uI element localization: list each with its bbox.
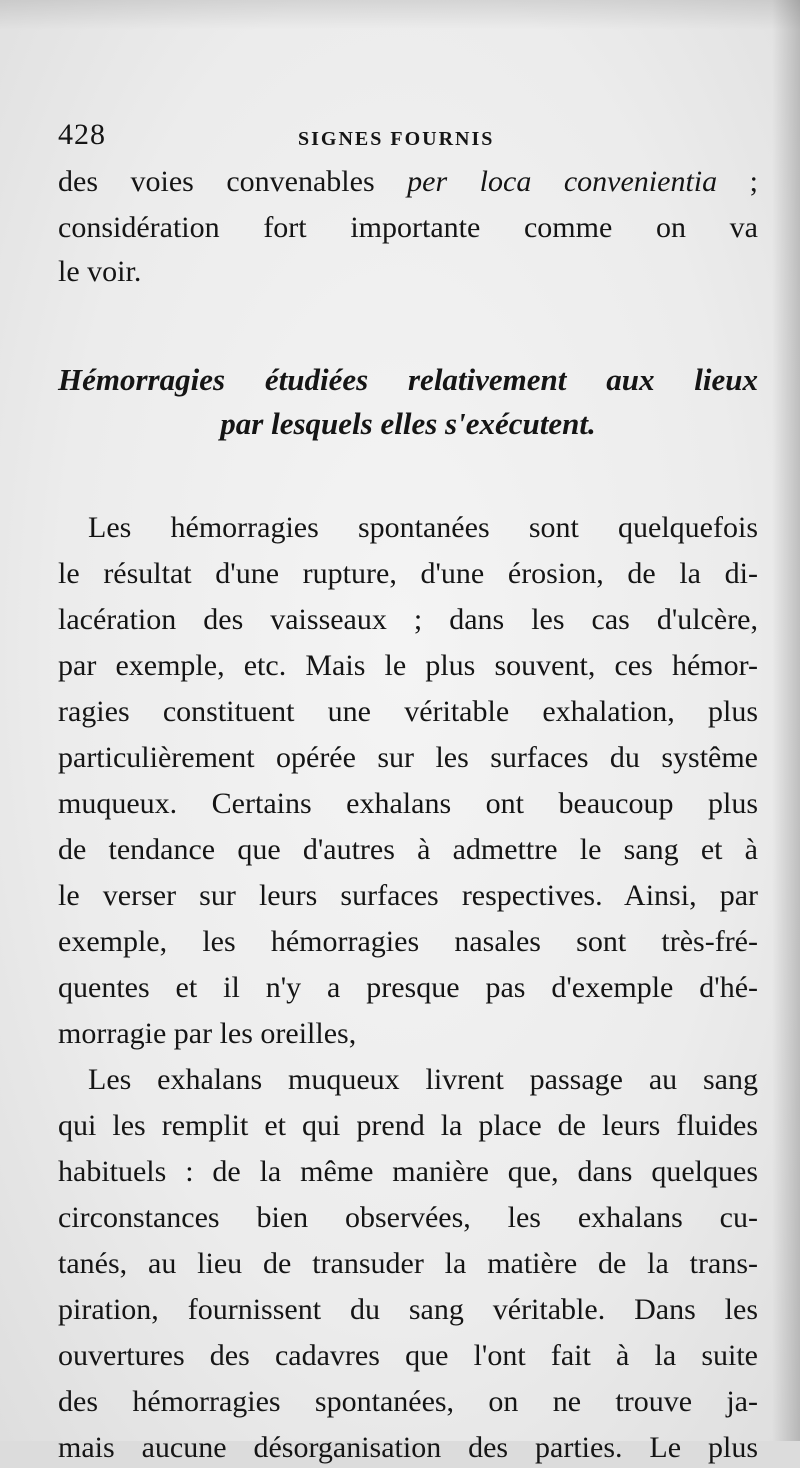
section-heading-line-1: Hémorragies étudiées relativement aux lieux: [58, 362, 758, 397]
paragraph-1-line: exemple, les hémorragies nasales sont très-fré-: [58, 925, 758, 958]
paragraph-2-line: piration, fournissent du sang véritable. Dans les: [58, 1293, 758, 1326]
paragraph-1-line: particulièrement opérée sur les surfaces du systême: [58, 741, 758, 774]
paragraph-2-line: habituels : de la même manière que, dans quelques: [58, 1155, 758, 1188]
paragraph-1-line: de tendance que d'autres à admettre le sang et à: [58, 833, 758, 866]
paragraph-2-line: circonstances bien observées, les exhalans cu-: [58, 1201, 758, 1234]
paragraph-1-line: ragies constituent une véritable exhalation, plus: [58, 695, 758, 728]
paragraph-1-line: quentes et il n'y a presque pas d'exemple d'hé-: [58, 971, 758, 1004]
paragraph-2-line: qui les remplit et qui prend la place de leurs fluides: [58, 1109, 758, 1142]
page-header: [58, 118, 758, 158]
latin-phrase: per loca convenientia: [407, 165, 718, 198]
running-title: SIGNES FOURNIS: [298, 128, 495, 150]
paragraph-1-line: le verser sur leurs surfaces respectives. Ainsi, par: [58, 879, 758, 912]
paragraph-2-line: des hémorragies spontanées, on ne trouve ja-: [58, 1385, 758, 1418]
paragraph-1-line: Les hémorragies spontanées sont quelquefois: [88, 511, 758, 544]
paragraph-1-line: lacération des vaisseaux ; dans les cas d'ulcère,: [58, 603, 758, 636]
intro-line-3: le voir.: [58, 255, 142, 288]
paragraph-2-line: ouvertures des cadavres que l'ont fait à la suite: [58, 1339, 758, 1372]
paragraph-1-line: muqueux. Certains exhalans ont beaucoup plus: [58, 787, 758, 820]
paragraph-1-line: par exemple, etc. Mais le plus souvent, ces hémor-: [58, 649, 758, 682]
intro-line-1: des voies convenables per loca convenientia ;: [58, 165, 758, 198]
page-binding-shadow: [772, 0, 800, 1441]
paragraph-1-line: morragie par les oreilles,: [58, 1017, 357, 1050]
paragraph-2-line: mais aucune désorganisation des parties. Le plus: [58, 1431, 758, 1464]
paragraph-1-line: le résultat d'une rupture, d'une érosion, de la di-: [58, 557, 758, 590]
section-heading-line-2: par lesquels elles s'exécutent.: [220, 406, 596, 441]
page-number: 428: [58, 118, 106, 151]
paragraph-2-line: tanés, au lieu de transuder la matière de la trans-: [58, 1247, 758, 1280]
page-top-shadow: [0, 0, 800, 30]
paragraph-2-line: Les exhalans muqueux livrent passage au sang: [88, 1063, 758, 1096]
intro-line-2: considération fort importante comme on va: [58, 211, 758, 244]
